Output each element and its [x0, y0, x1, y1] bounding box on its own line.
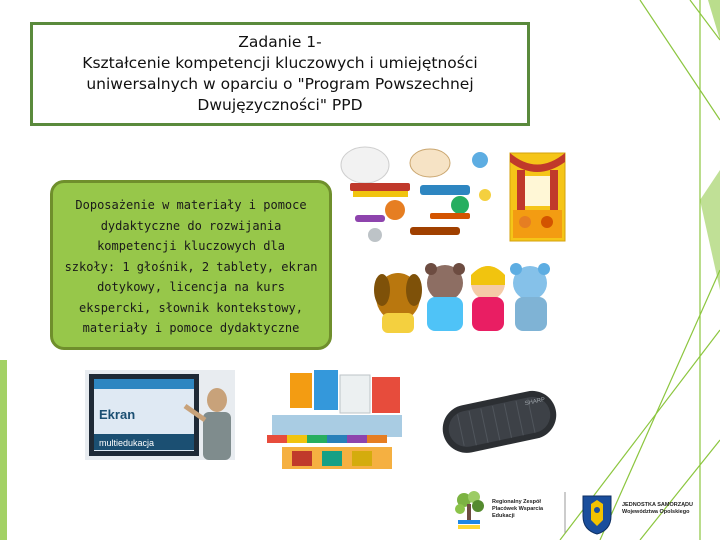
title-line: uniwersalnych w oparciu o "Program Powszechnej: [86, 75, 474, 93]
whiteboard-text: Ekran: [99, 407, 136, 422]
description-line: Doposażenie w materiały i pomoce: [75, 198, 307, 212]
description-line: ekspercki, słownik kontekstowy,: [79, 300, 303, 315]
logo-text-line: Placówek Wsparcia: [492, 506, 544, 512]
logo-text-line: JEDNOSTKA SAMORZĄDU: [622, 502, 693, 508]
puppet-theater-image: [505, 148, 570, 243]
description-line: dotykowy, licencja na kurs: [97, 280, 285, 294]
speaker-image: [432, 378, 567, 466]
description-line: dydaktyczne do rozwijania: [100, 218, 282, 233]
left-logo-text: [492, 499, 543, 520]
title-line: Zadanie 1-: [238, 33, 322, 51]
school-supplies-image: [262, 365, 412, 475]
title-line: Dwujęzyczności" PPD: [197, 96, 363, 114]
musical-instruments-image: [335, 135, 500, 245]
logo-text-line: Edukacji: [492, 513, 515, 519]
touch-screen-image: [85, 370, 235, 460]
speaker-brand: SHARP: [524, 397, 546, 408]
description-callout: [50, 180, 332, 350]
slide-title: [30, 22, 530, 126]
logo-text-line: Regionalny Zespół: [492, 499, 541, 505]
right-logo-text: [622, 502, 693, 516]
whiteboard-brand: multiedukacja: [99, 438, 155, 448]
plush-toys-image: [370, 255, 555, 335]
title-line: Kształcenie kompetencji kluczowych i umiejętności: [82, 54, 478, 72]
description-line: kompetencji kluczowych dla: [97, 239, 285, 253]
logo-text-line: Województwa Opolskiego: [622, 509, 690, 515]
description-line: materiały i pomoce dydaktyczne: [82, 321, 300, 335]
coat-of-arms-icon: [563, 490, 618, 535]
tree-logo-icon: [450, 488, 490, 533]
description-line: szkoły: 1 głośnik, 2 tablety, ekran: [64, 259, 318, 274]
